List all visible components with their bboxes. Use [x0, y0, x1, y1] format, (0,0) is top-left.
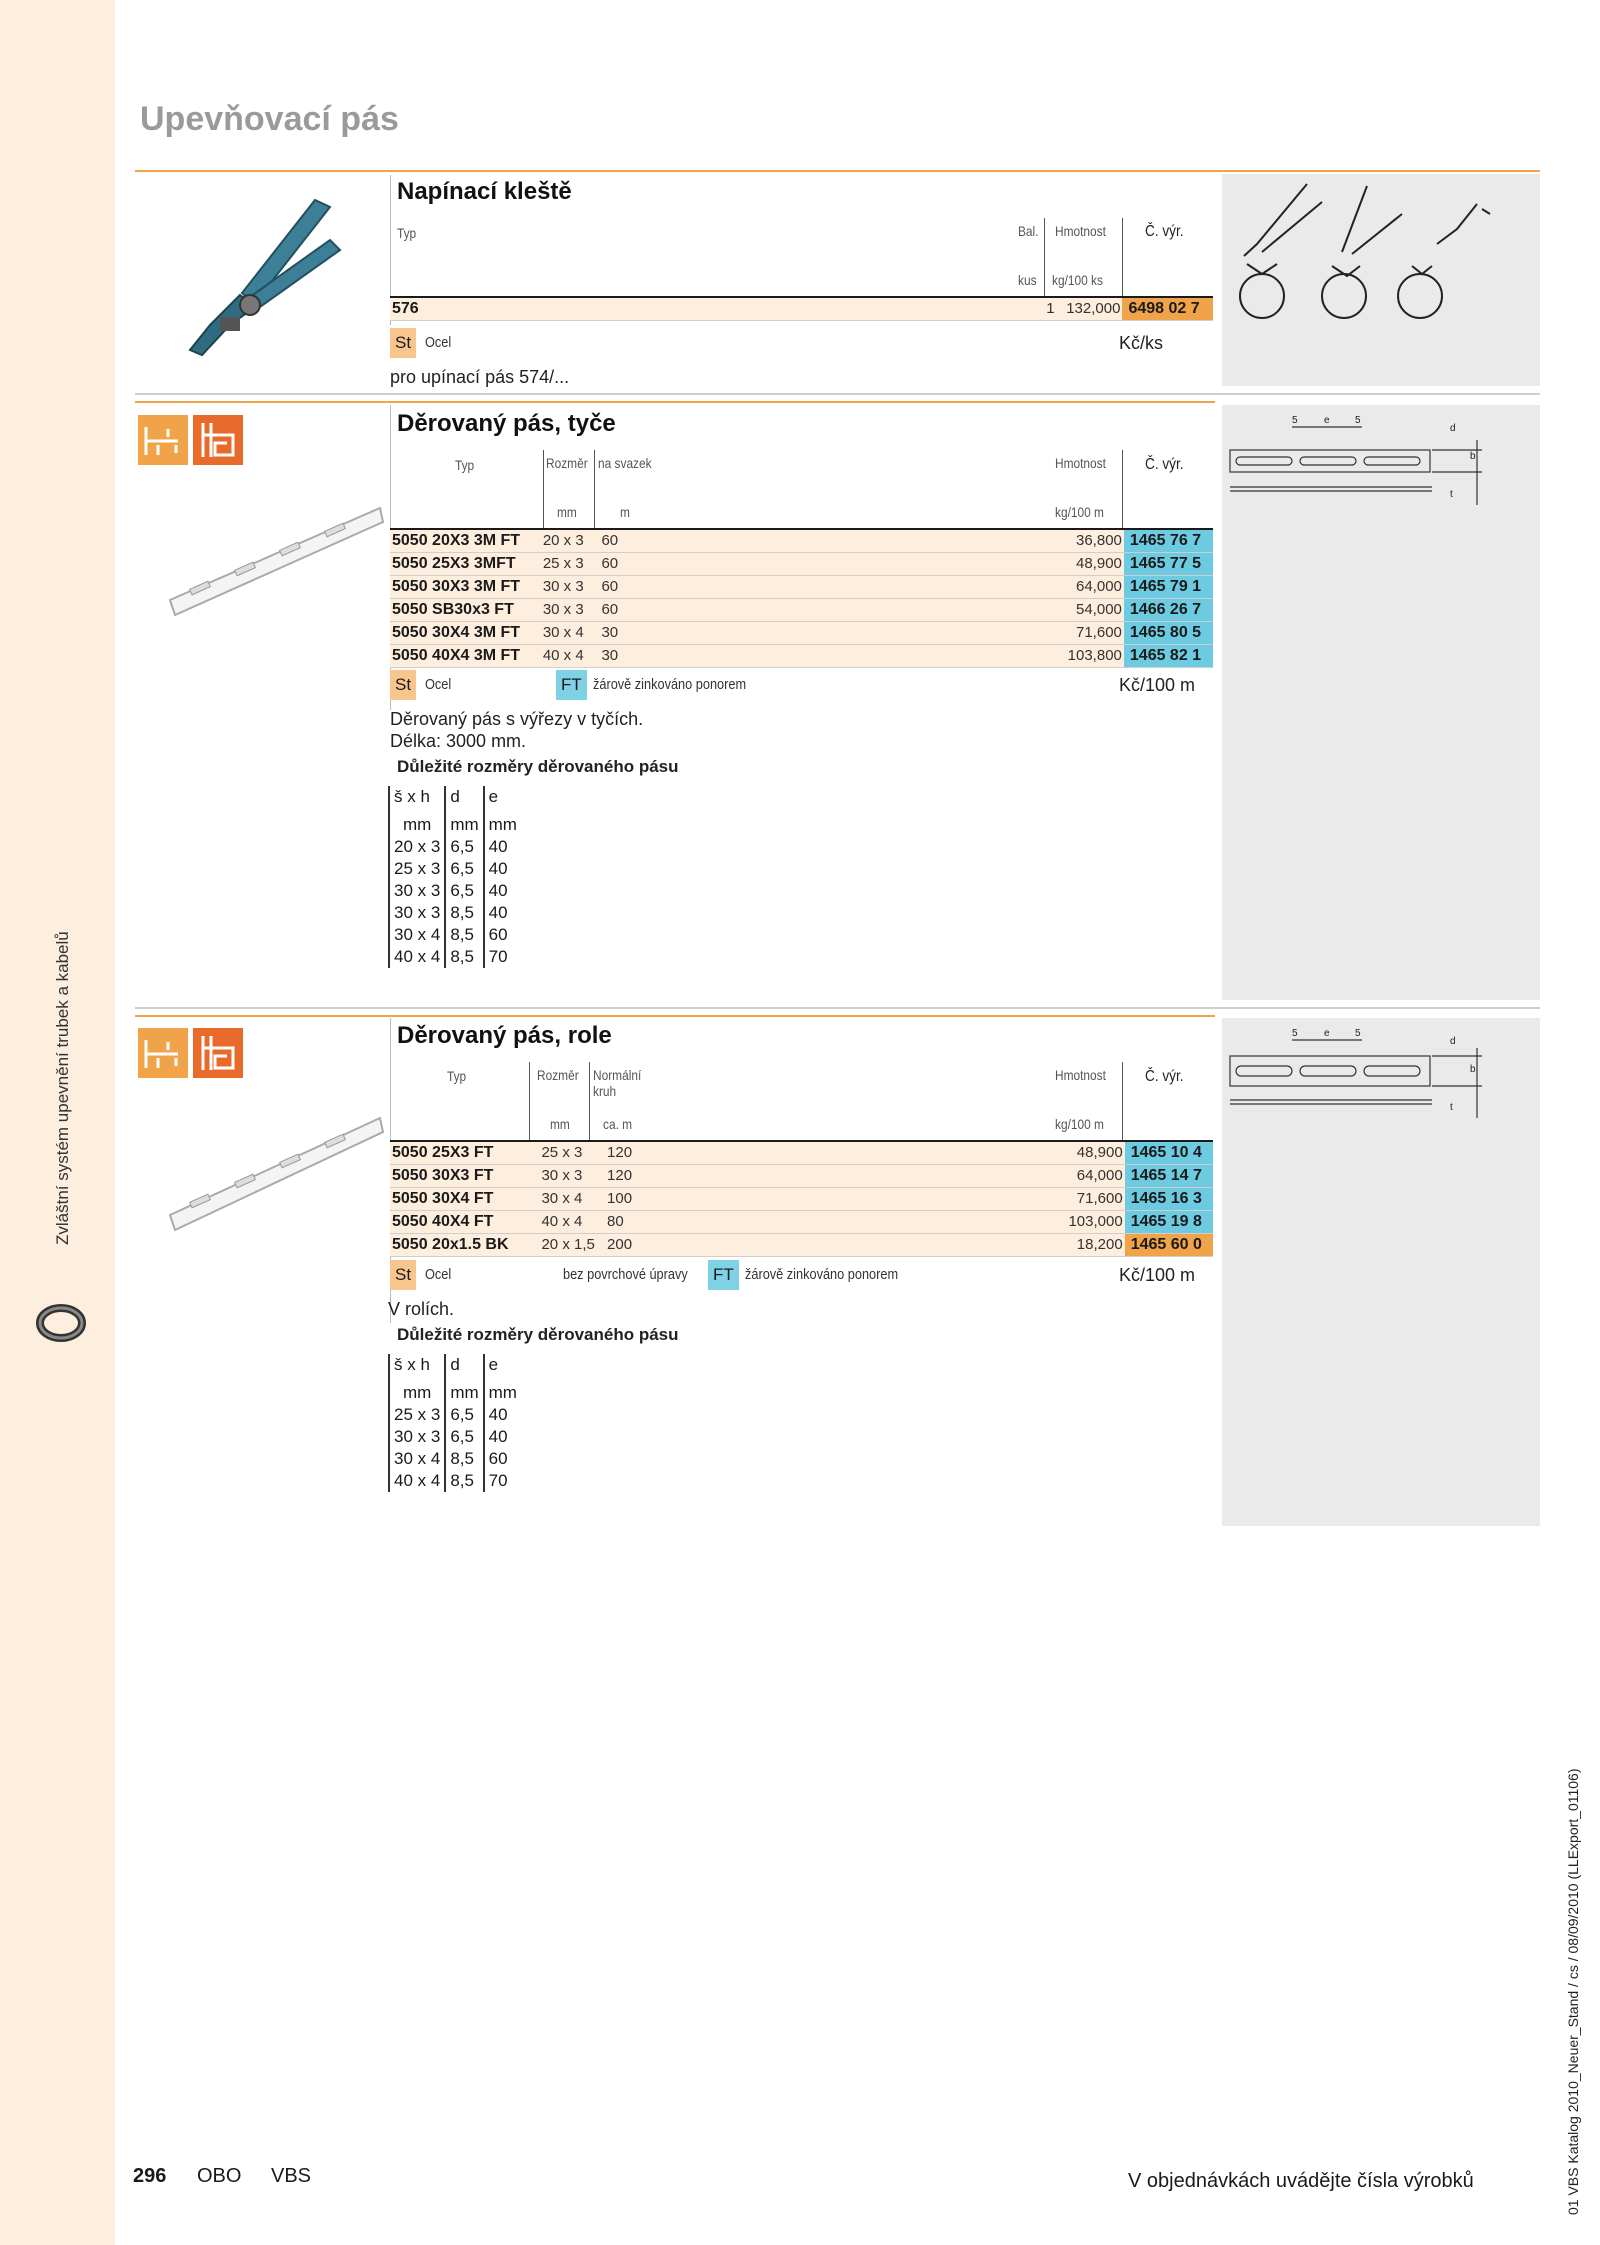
cell-size: 25 x 3 — [539, 1142, 597, 1165]
cell-size: 30 x 4 — [539, 1188, 597, 1211]
header-pack-unit: kus — [1018, 272, 1037, 288]
footer-system: VBS — [271, 2165, 312, 2187]
drawing-panel — [1222, 174, 1540, 386]
pliers-usage-drawing — [1222, 174, 1540, 386]
dims-row — [389, 836, 521, 858]
dims-cell: 60 — [484, 924, 521, 946]
cell-type: 5050 30X3 FT — [390, 1165, 539, 1188]
table-row[interactable] — [390, 645, 1213, 668]
footer-note: V objednávkách uvádějte čísla výrobků — [1128, 2170, 1474, 2192]
dims-table — [388, 786, 521, 968]
header-pack: Bal. — [1018, 223, 1039, 239]
material-label: Ocel — [425, 334, 452, 351]
cell-type: 5050 25X3 FT — [390, 1142, 539, 1165]
dims-cell: 30 x 3 — [389, 902, 445, 924]
cell-qty: 60 — [591, 553, 1049, 576]
cell-article: 1465 77 5 — [1124, 553, 1213, 576]
dims-cell: 40 x 4 — [389, 946, 445, 968]
cell-article: 1465 16 3 — [1125, 1188, 1213, 1211]
dim-label: b — [1470, 451, 1476, 462]
section-title: Děrovaný pás, tyče — [397, 410, 616, 437]
header-size-unit: mm — [557, 504, 577, 520]
header-size: Rozměr — [546, 455, 588, 471]
cell-size: 30 x 3 — [541, 599, 592, 622]
column-separator — [594, 450, 595, 528]
dims-cell: 25 x 3 — [389, 1404, 445, 1426]
product-table — [390, 1142, 1213, 1257]
section-divider — [135, 170, 1540, 172]
table-row[interactable] — [390, 576, 1213, 599]
dims-row — [389, 946, 521, 968]
material-tag: St — [390, 1260, 416, 1290]
description-length: Délka: 3000 mm. — [390, 731, 527, 751]
cell-qty: 60 — [591, 576, 1049, 599]
table-row[interactable] — [390, 1142, 1213, 1165]
perforated-strip-roll-photo — [165, 1110, 385, 1235]
dims-unit: mm — [445, 1382, 483, 1404]
cell-qty: 200 — [597, 1234, 1050, 1257]
cell-article: 1465 82 1 — [1124, 645, 1213, 668]
dims-unit: mm — [389, 814, 445, 836]
cell-qty: 100 — [597, 1188, 1050, 1211]
dim-label: 5 — [1292, 1028, 1298, 1039]
dims-cell: 25 x 3 — [389, 858, 445, 880]
header-article: Č. výr. — [1145, 223, 1184, 240]
dims-cell: 40 — [484, 836, 521, 858]
cell-weight: 71,600 — [1050, 1188, 1124, 1211]
column-separator — [589, 1062, 590, 1140]
material-tag: St — [390, 670, 416, 700]
drawing-panel — [1222, 1018, 1540, 1526]
cell-qty: 80 — [597, 1211, 1050, 1234]
dims-cell: 8,5 — [445, 924, 483, 946]
cell-article: 1465 60 0 — [1125, 1234, 1213, 1257]
install-tools-icon — [138, 415, 188, 465]
column-separator — [529, 1062, 530, 1140]
material-tag: St — [390, 328, 416, 358]
table-row[interactable] — [390, 1234, 1213, 1257]
strip-dimension-drawing — [1222, 405, 1540, 515]
cell-weight: 132,000 — [1057, 298, 1123, 321]
product-table — [390, 530, 1213, 668]
dims-cell: 6,5 — [445, 1426, 483, 1448]
cell-type: 5050 30X3 3M FT — [390, 576, 541, 599]
cell-qty: 120 — [597, 1142, 1050, 1165]
dims-unit-row — [389, 1382, 521, 1404]
perforated-strip-photo — [165, 500, 385, 620]
cell-type: 5050 40X4 FT — [390, 1211, 539, 1234]
header-type: Typ — [455, 457, 475, 473]
description: V rolích. — [388, 1299, 455, 1319]
footer-brand: OBO — [197, 2165, 242, 2187]
header-article: Č. výr. — [1145, 1068, 1184, 1085]
dim-label: d — [1450, 423, 1456, 434]
dims-unit: mm — [445, 814, 483, 836]
dims-header: e — [484, 786, 521, 814]
dims-header: e — [484, 1354, 521, 1382]
dims-cell: 30 x 4 — [389, 924, 445, 946]
header-bundle: na svazek — [598, 455, 652, 471]
cell-size: 25 x 3 — [541, 553, 592, 576]
cell-qty: 120 — [597, 1165, 1050, 1188]
pliers-photo — [180, 195, 350, 360]
dims-cell: 30 x 3 — [389, 880, 445, 902]
dims-row — [389, 858, 521, 880]
dims-row — [389, 1404, 521, 1426]
dims-row — [389, 1470, 521, 1492]
dim-label: d — [1450, 1036, 1456, 1047]
cell-weight: 64,000 — [1049, 576, 1124, 599]
header-type: Typ — [447, 1068, 467, 1084]
column-separator — [543, 450, 544, 528]
dims-cell: 40 — [484, 902, 521, 924]
cell-type: 5050 25X3 3MFT — [390, 553, 541, 576]
dims-unit: mm — [484, 1382, 521, 1404]
dims-cell: 40 x 4 — [389, 1470, 445, 1492]
cell-weight: 48,900 — [1050, 1142, 1124, 1165]
dims-header: š x h — [389, 786, 445, 814]
header-weight-unit: kg/100 ks — [1052, 272, 1103, 288]
dims-header: d — [445, 786, 483, 814]
section-divider — [135, 401, 1215, 403]
cell-weight: 103,800 — [1049, 645, 1124, 668]
finish-label: žárově zinkováno ponorem — [593, 676, 747, 693]
dims-cell: 8,5 — [445, 902, 483, 924]
dims-unit: mm — [484, 814, 521, 836]
column-separator — [1122, 218, 1123, 296]
finish-label: žárově zinkováno ponorem — [745, 1266, 899, 1283]
dim-label: 5 — [1355, 1028, 1361, 1039]
price-unit: Kč/100 m — [1119, 675, 1196, 695]
dims-header: d — [445, 1354, 483, 1382]
dims-title: Důležité rozměry děrovaného pásu — [397, 1325, 679, 1344]
dims-header-row — [389, 1354, 521, 1382]
dims-cell: 60 — [484, 1448, 521, 1470]
dims-cell: 40 — [484, 1404, 521, 1426]
table-row[interactable] — [390, 553, 1213, 576]
table-row[interactable] — [390, 530, 1213, 553]
cell-type: 5050 SB30x3 FT — [390, 599, 541, 622]
dims-cell: 40 — [484, 1426, 521, 1448]
column-separator — [1122, 450, 1123, 528]
cell-type: 5050 30X4 3M FT — [390, 622, 541, 645]
finish-tag: FT — [708, 1260, 739, 1290]
section-divider — [135, 1015, 1215, 1017]
section-title: Napínací kleště — [397, 178, 572, 205]
page-title: Upevňovací pás — [140, 100, 399, 138]
product-table — [390, 298, 1213, 321]
cell-weight: 48,900 — [1049, 553, 1124, 576]
catalog-export-note: 01 VBS Katalog 2010_Neuer_Stand / cs / 08/09/2010 (LLExport_01106) — [1565, 1768, 1581, 2215]
cell-weight: 71,600 — [1049, 622, 1124, 645]
dims-cell: 8,5 — [445, 946, 483, 968]
header-size-unit: mm — [550, 1116, 570, 1132]
strip-dimension-drawing — [1222, 1018, 1540, 1128]
column-separator — [1044, 218, 1045, 296]
dim-label: t — [1450, 1102, 1453, 1113]
mounting-bracket-icon — [193, 1028, 243, 1078]
cell-article: 1465 79 1 — [1124, 576, 1213, 599]
dims-table — [388, 1354, 521, 1492]
cell-size: 30 x 3 — [539, 1165, 597, 1188]
description: Děrovaný pás s výřezy v tyčích. — [390, 709, 644, 729]
cell-article: 1465 14 7 — [1125, 1165, 1213, 1188]
table-row[interactable] — [390, 1165, 1213, 1188]
cell-type: 5050 30X4 FT — [390, 1188, 539, 1211]
dims-cell: 8,5 — [445, 1448, 483, 1470]
header-roll-unit: ca. m — [603, 1116, 633, 1132]
cell-type: 5050 20X3 3M FT — [390, 530, 541, 553]
dim-label: e — [1324, 1028, 1330, 1039]
dim-label: 5 — [1292, 415, 1298, 426]
dim-label: e — [1324, 415, 1330, 426]
drawing-panel — [1222, 405, 1540, 1000]
dim-label: t — [1450, 489, 1453, 500]
finish-tag: FT — [556, 670, 587, 700]
dims-cell: 30 x 4 — [389, 1448, 445, 1470]
cell-weight: 103,000 — [1050, 1211, 1124, 1234]
dims-title: Důležité rozměry děrovaného pásu — [397, 757, 679, 776]
cell-weight: 54,000 — [1049, 599, 1124, 622]
dims-cell: 8,5 — [445, 1470, 483, 1492]
dims-cell: 20 x 3 — [389, 836, 445, 858]
cell-article: 1465 10 4 — [1125, 1142, 1213, 1165]
dims-cell: 6,5 — [445, 858, 483, 880]
install-tools-icon — [138, 1028, 188, 1078]
column-separator — [1122, 1062, 1123, 1140]
dims-unit-row — [389, 814, 521, 836]
cell-type: 576 — [390, 298, 1032, 321]
section-divider — [135, 1007, 1540, 1009]
cell-article: 1466 26 7 — [1124, 599, 1213, 622]
header-weight: Hmotnost — [1055, 223, 1106, 239]
cell-qty: 60 — [591, 599, 1049, 622]
cell-size: 30 x 3 — [541, 576, 592, 599]
mounting-bracket-icon — [193, 415, 243, 465]
section-title: Děrovaný pás, role — [397, 1022, 612, 1049]
dims-row — [389, 880, 521, 902]
cell-qty: 30 — [591, 645, 1049, 668]
price-unit: Kč/100 m — [1119, 1265, 1196, 1285]
dims-cell: 6,5 — [445, 880, 483, 902]
dims-cell: 30 x 3 — [389, 1426, 445, 1448]
header-weight: Hmotnost — [1055, 455, 1106, 471]
cell-weight: 64,000 — [1050, 1165, 1124, 1188]
header-bundle-unit: m — [620, 504, 630, 520]
table-row[interactable] — [390, 1211, 1213, 1234]
dims-cell: 40 — [484, 880, 521, 902]
finish-note: bez povrchové úpravy — [563, 1266, 688, 1283]
dim-label: 5 — [1355, 415, 1361, 426]
dims-cell: 6,5 — [445, 1404, 483, 1426]
dims-row — [389, 924, 521, 946]
section-note: pro upínací pás 574/... — [390, 367, 570, 387]
header-size: Rozměr — [537, 1067, 579, 1083]
cell-article: 6498 02 7 — [1122, 298, 1213, 321]
dims-header-row — [389, 786, 521, 814]
price-unit: Kč/ks — [1119, 333, 1164, 353]
header-type: Typ — [397, 225, 417, 241]
dims-cell: 70 — [484, 1470, 521, 1492]
header-weight: Hmotnost — [1055, 1067, 1106, 1083]
cell-size: 30 x 4 — [541, 622, 592, 645]
table-row[interactable] — [390, 622, 1213, 645]
cell-size: 20 x 3 — [541, 530, 592, 553]
dims-cell: 6,5 — [445, 836, 483, 858]
material-label: Ocel — [425, 676, 452, 693]
cell-size: 20 x 1,5 — [539, 1234, 597, 1257]
dims-cell: 70 — [484, 946, 521, 968]
header-article: Č. výr. — [1145, 456, 1184, 473]
page-number: 296 — [133, 2165, 167, 2187]
dims-row — [389, 1448, 521, 1470]
header-roll: Normální kruh — [593, 1067, 642, 1099]
dims-unit: mm — [389, 1382, 445, 1404]
cell-type: 5050 20x1.5 BK — [390, 1234, 539, 1257]
cell-weight: 36,800 — [1049, 530, 1124, 553]
table-row[interactable] — [390, 1188, 1213, 1211]
table-row[interactable] — [390, 298, 1213, 321]
cell-pack: 1 — [1032, 298, 1057, 321]
cell-size: 40 x 4 — [541, 645, 592, 668]
dims-cell: 40 — [484, 858, 521, 880]
sidebar-vertical-text: Zvláštní systém upevnění trubek a kabelů — [53, 931, 72, 1245]
header-weight-unit: kg/100 m — [1055, 1116, 1104, 1132]
cell-qty: 60 — [591, 530, 1049, 553]
cell-article: 1465 80 5 — [1124, 622, 1213, 645]
cell-weight: 18,200 — [1050, 1234, 1124, 1257]
header-weight-unit: kg/100 m — [1055, 504, 1104, 520]
dims-row — [389, 1426, 521, 1448]
dims-row — [389, 902, 521, 924]
material-label: Ocel — [425, 1266, 452, 1283]
cell-article: 1465 76 7 — [1124, 530, 1213, 553]
cell-qty: 30 — [591, 622, 1049, 645]
section-divider — [135, 393, 1540, 395]
cell-article: 1465 19 8 — [1125, 1211, 1213, 1234]
dims-header: š x h — [389, 1354, 445, 1382]
cell-size: 40 x 4 — [539, 1211, 597, 1234]
cell-type: 5050 40X4 3M FT — [390, 645, 541, 668]
table-row[interactable] — [390, 599, 1213, 622]
clamp-ring-icon — [36, 1303, 86, 1343]
dim-label: b — [1470, 1064, 1476, 1075]
